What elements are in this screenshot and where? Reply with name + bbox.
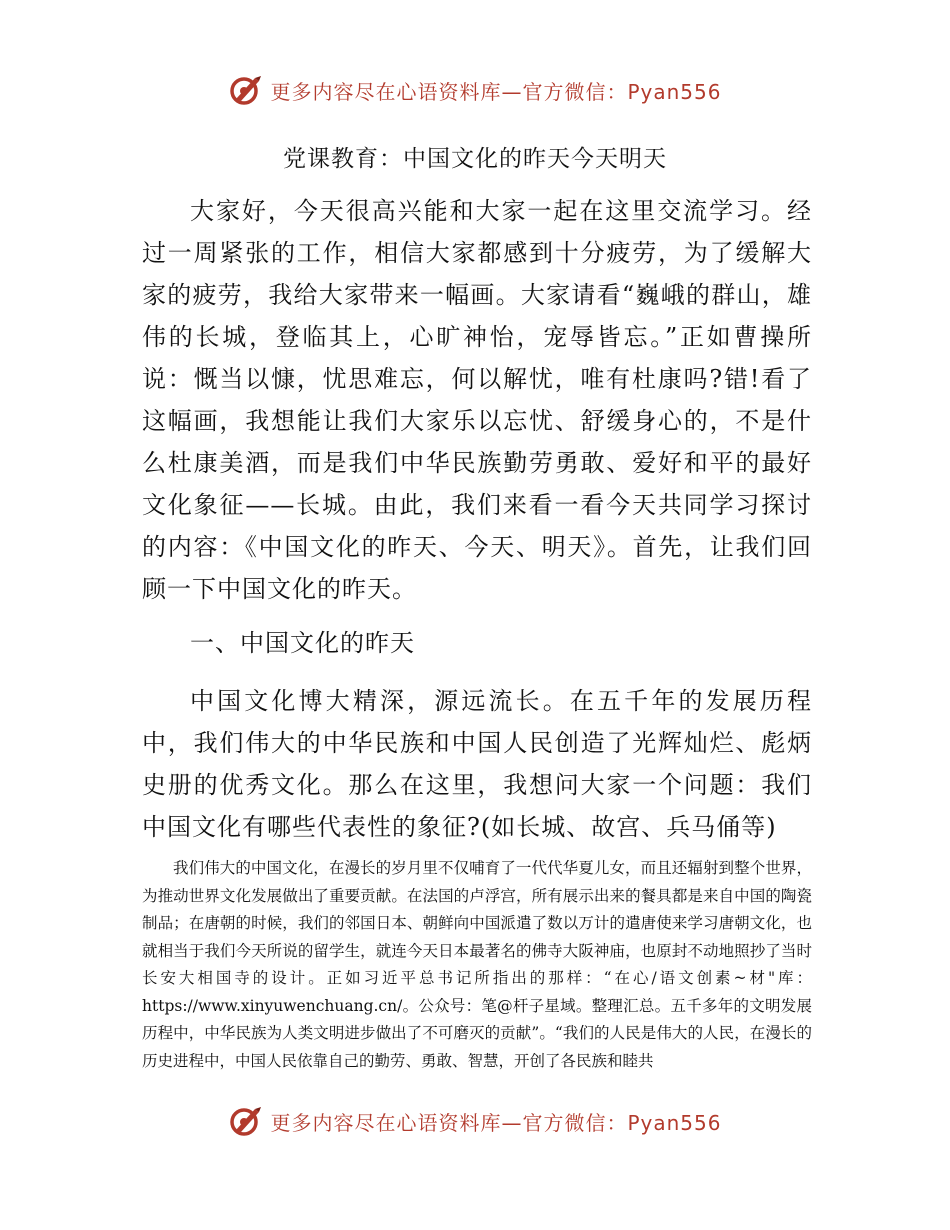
paragraph-influence: 我们伟大的中国文化，在漫长的岁月里不仅哺育了一代代华夏儿女，而且还辐射到整个世界，为推动世界文化发展做出了重要贡献。在法国的卢浮宫，所有展示出来的餐具都是来自中国的陶瓷制品；在唐朝的时候，我们的邻国日本、朝鲜向中国派遣了数以万计的遣唐使来学习唐朝文化，也就相当于我们今天所说的留学生，就连今天日本最著名的佛寺大阪神庙，也原封不动地照抄了当时长安大相国寺的设计。正如习近平总书记所指出的那样：“在心/语文创素~材"库：https://www.xinyuwenchuang.cn/。公众号：笔@杆子星域。整理汇总。五千多年的文明发展历程中，中华民族为人类文明进步做出了不可磨灭的贡献”。“我们的人民是伟大的人民，在漫长的历史进程中，中国人民依靠自己的勤劳、勇敢、智慧，开创了各民族和睦共 bbox=[142, 859, 812, 1070]
paragraph-intro: 大家好，今天很高兴能和大家一起在这里交流学习。经过一周紧张的工作，相信大家都感到十分疲劳，为了缓解大家的疲劳，我给大家带来一幅画。大家请看“巍峨的群山，雄伟的长城，登临其上，心旷神怡，宠辱皆忘。”正如曹操所说：慨当以慷，忧思难忘，何以解忧，唯有杜康吗?错!看了这幅画，我想能让我们大家乐以忘忧、舒缓身心的，不是什么杜康美酒，而是我们中华民族勤劳勇敢、爱好和平的最好文化象征——长城。由此，我们来看一看今天共同学习探讨的内容：《中国文化的昨天、今天、明天》。首先，让我们回顾一下中国文化的昨天。 bbox=[142, 197, 812, 603]
page-title: 党课教育：中国文化的昨天今天明天 bbox=[283, 146, 667, 172]
section-heading: 一、中国文化的昨天 bbox=[190, 629, 415, 657]
pen-logo-icon bbox=[228, 1103, 264, 1139]
header-banner bbox=[0, 68, 950, 112]
banner-text: 更多内容尽在心语资料库—官方微信：Pyan556 bbox=[270, 1110, 722, 1135]
footer-banner bbox=[0, 1099, 950, 1143]
pen-logo-icon bbox=[228, 72, 264, 108]
banner-text: 更多内容尽在心语资料库—官方微信：Pyan556 bbox=[270, 79, 722, 104]
paragraph-culture: 中国文化博大精深，源远流长。在五千年的发展历程中，我们伟大的中华民族和中国人民创造了光辉灿烂、彪炳史册的优秀文化。那么在这里，我想问大家一个问题：我们中国文化有哪些代表性的象征?(如长城、故宫、兵马俑等) bbox=[142, 687, 812, 841]
